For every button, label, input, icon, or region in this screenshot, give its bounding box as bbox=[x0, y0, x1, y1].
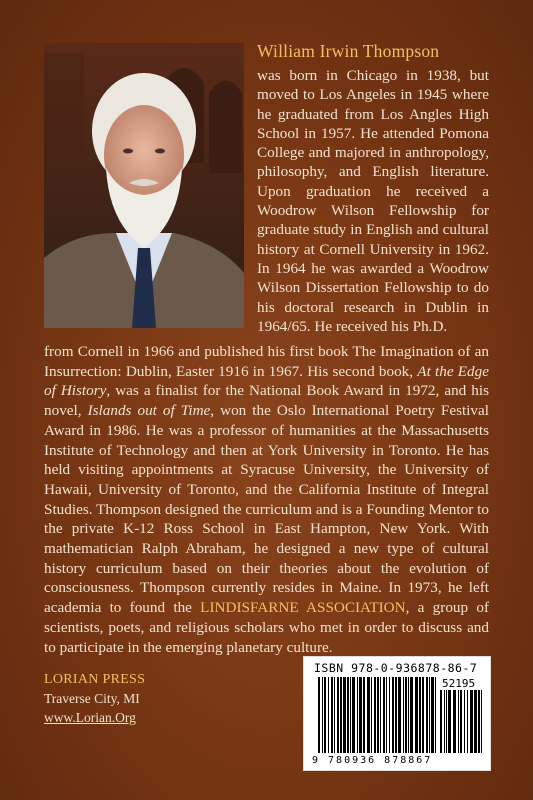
barcode-bar bbox=[403, 677, 404, 753]
barcode-bar bbox=[328, 677, 329, 753]
barcode-bar bbox=[415, 677, 418, 753]
barcode-bar bbox=[334, 677, 335, 753]
barcode-bar bbox=[464, 690, 465, 753]
barcode-bar bbox=[453, 690, 456, 753]
barcode-bar bbox=[474, 690, 477, 753]
barcode-bar bbox=[440, 690, 442, 753]
barcode-bar bbox=[448, 690, 451, 753]
barcode-bar bbox=[367, 677, 370, 753]
barcode-bar bbox=[435, 677, 436, 753]
bio-text-3: , won the Oslo International Poetry Festival Award in 1986. He was a professor of humanities at the Massachusetts Institute of Technology and then at York University in Toronto. He has held visiting appointments at Syracuse University, the University of Hawaii, University of Toronto, and the California Institute of Integral Studies. Thompson designed the curriculum and is a Founding Mentor to the private K-12 Ross School in East Hampton, New York. With mathematician Ralph Abraham, he designed a new type of cultural history curriculum based on their theories about the evolution of consciousness. Thompson currently resides in Maine. In 1973, he left academia to found the bbox=[44, 402, 489, 617]
barcode-bar bbox=[363, 677, 365, 753]
barcode-bar bbox=[340, 677, 342, 753]
addon-barcode-bars bbox=[440, 690, 484, 753]
author-photo bbox=[44, 43, 244, 328]
barcode-bar bbox=[352, 677, 355, 753]
barcode-bar bbox=[458, 690, 459, 753]
barcode-bar bbox=[359, 677, 362, 753]
barcode-bar bbox=[478, 690, 480, 753]
barcode-bar bbox=[408, 677, 409, 753]
barcode-bar bbox=[444, 690, 445, 753]
barcode-bar bbox=[386, 677, 387, 753]
barcode-bar bbox=[347, 677, 349, 753]
barcode-bar bbox=[392, 677, 394, 753]
barcode-bar bbox=[410, 677, 413, 753]
book-title-at-the-edge-of-history: At the Edge of History bbox=[44, 362, 489, 400]
isbn-barcode bbox=[303, 656, 491, 771]
barcode-bar bbox=[398, 677, 401, 753]
barcode-bar bbox=[481, 690, 482, 753]
barcode-bar bbox=[324, 677, 326, 753]
bio-text-4: , a group of scientists, poets, and religious scholars who met in order to discuss and to participate in the emerging planetary culture. bbox=[44, 599, 490, 656]
barcode-bar bbox=[374, 677, 376, 753]
bio-paragraph-continued bbox=[44, 342, 489, 657]
bio-text-2: , was a finalist for the National Book Award in 1972, and his novel, bbox=[44, 382, 489, 420]
barcode-bar bbox=[383, 677, 385, 753]
barcode-bar bbox=[426, 677, 428, 753]
barcode-bar bbox=[431, 677, 434, 753]
barcode-bar bbox=[322, 677, 323, 753]
barcode-bar bbox=[377, 677, 379, 753]
barcode-bar bbox=[429, 677, 430, 753]
barcode-bar bbox=[343, 677, 346, 753]
barcode-bar bbox=[380, 677, 381, 753]
organization-name: LINDISFARNE ASSOCIATION bbox=[200, 599, 406, 617]
barcode-bar bbox=[331, 677, 333, 753]
publisher-name: LORIAN PRESS bbox=[44, 672, 146, 687]
barcode-bar bbox=[371, 677, 372, 753]
barcode-bar bbox=[467, 690, 468, 753]
bio-paragraph-right: was born in Chicago in 1938, but moved to Los Angeles in 1945 where he graduated from Los Angles High School in 1957. He attended Pomona College and majored in anthropology, philosophy, and English literature. Upon graduation he received a Woodrow Wilson Fellowship for graduate study in English and cultural history at Cornell University in 1962. In 1964 he was awarded a Woodrow Wilson Dissertation Fellowship to do his doctoral research in Dublin in 1964/65. He received his Ph.D. bbox=[257, 67, 489, 335]
barcode-bar bbox=[395, 677, 397, 753]
bio-text-1: from Cornell in 1966 and published his first book The Imagination of an Insurrection: Dublin, Easter 1916 in 1967. His second book, bbox=[44, 343, 489, 380]
barcode-bar bbox=[350, 677, 351, 753]
author-name: William Irwin Thompson bbox=[257, 41, 440, 61]
barcode-bar bbox=[318, 677, 320, 753]
price-code-label: 52195 bbox=[442, 677, 476, 690]
ean-barcode-bars bbox=[318, 677, 436, 753]
barcode-bar bbox=[357, 677, 358, 753]
ean-number: 9 780936 878867 bbox=[312, 755, 433, 766]
barcode-bar bbox=[405, 677, 407, 753]
barcode-bar bbox=[337, 677, 339, 753]
isbn-label: ISBN 978-0-936878-86-7 bbox=[314, 661, 478, 675]
barcode-bar bbox=[422, 677, 424, 753]
barcode-bar bbox=[460, 690, 462, 753]
barcode-bar bbox=[470, 690, 473, 753]
publisher-city: Traverse City, MI bbox=[44, 691, 140, 706]
publisher-block bbox=[44, 670, 145, 727]
barcode-bar bbox=[419, 677, 421, 753]
barcode-bar bbox=[446, 690, 447, 753]
publisher-url-link[interactable]: www.Lorian.Org bbox=[44, 710, 136, 725]
barcode-bar bbox=[389, 677, 390, 753]
book-title-islands-out-of-time: Islands out of Time bbox=[87, 402, 211, 420]
